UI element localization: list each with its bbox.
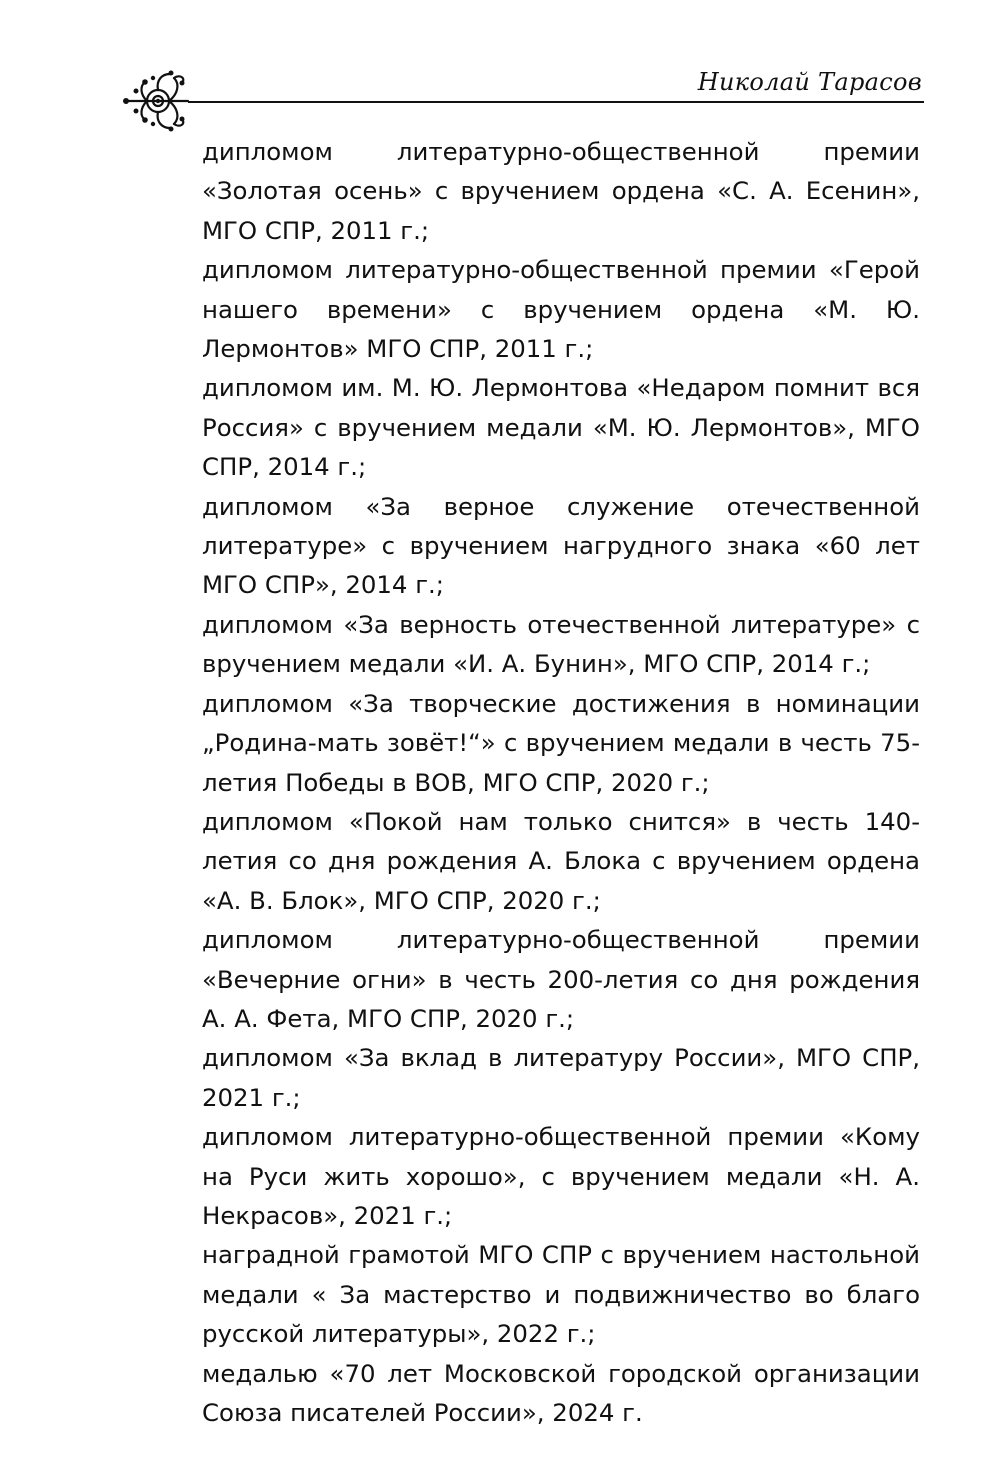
award-entry: дипломом «За творческие достижения в номинации „Родина-мать зовёт!“» с вручением медали в честь 75-летия Победы в ВОВ, МГО СПР, 2020 г.; — [202, 688, 920, 797]
awards-list — [202, 132, 920, 1432]
header-rule — [188, 101, 924, 103]
award-entry: дипломом литературно-общественной премии «Герой нашего времени» с вручением ордена «М. Ю. Лермонтов» МГО СПР, 2011 г.; — [202, 255, 920, 364]
award-entry: наградной грамотой МГО СПР с вручением настольной медали « За мастерство и подвижничество во благо русской литературы», 2022 г.; — [202, 1240, 920, 1349]
award-entry: дипломом «Покой нам только снится» в честь 140-летия со дня рождения А. Блока с вручением ордена «А. В. Блок», МГО СПР, 2020 г.; — [202, 806, 920, 915]
award-entry: дипломом литературно-общественной премии «Кому на Руси жить хорошо», с вручением медали «Н. А. Некрасов», 2021 г.; — [202, 1122, 920, 1230]
floral-ornament-icon — [118, 64, 208, 136]
running-head: Николай Тарасов — [697, 68, 922, 96]
award-entry: медалью «70 лет Московской городской организации Союза писателей России», 2024 г. — [202, 1358, 920, 1427]
award-entry: дипломом литературно-общественной премии «Золотая осень» с вручением ордена «С. А. Есенин», МГО СПР, 2011 г.; — [202, 137, 920, 245]
award-entry: дипломом им. М. Ю. Лермонтова «Недаром помнит вся Россия» с вручением медали «М. Ю. Лермонтов», МГО СПР, 2014 г.; — [202, 373, 920, 482]
award-entry: дипломом литературно-общественной премии «Вечерние огни» в честь 200-летия со дня рождения А. А. Фета, МГО СПР, 2020 г.; — [202, 925, 920, 1033]
award-entry: дипломом «За верное служение отечественной литературе» с вручением нагрудного знака «60 лет МГО СПР», 2014 г.; — [202, 491, 920, 600]
award-entry: дипломом «За вклад в литературу России», МГО СПР, 2021 г.; — [202, 1043, 920, 1112]
award-entry: дипломом «За верность отечественной литературе» с вручением медали «И. А. Бунин», МГО СПР, 2014 г.; — [202, 609, 920, 679]
